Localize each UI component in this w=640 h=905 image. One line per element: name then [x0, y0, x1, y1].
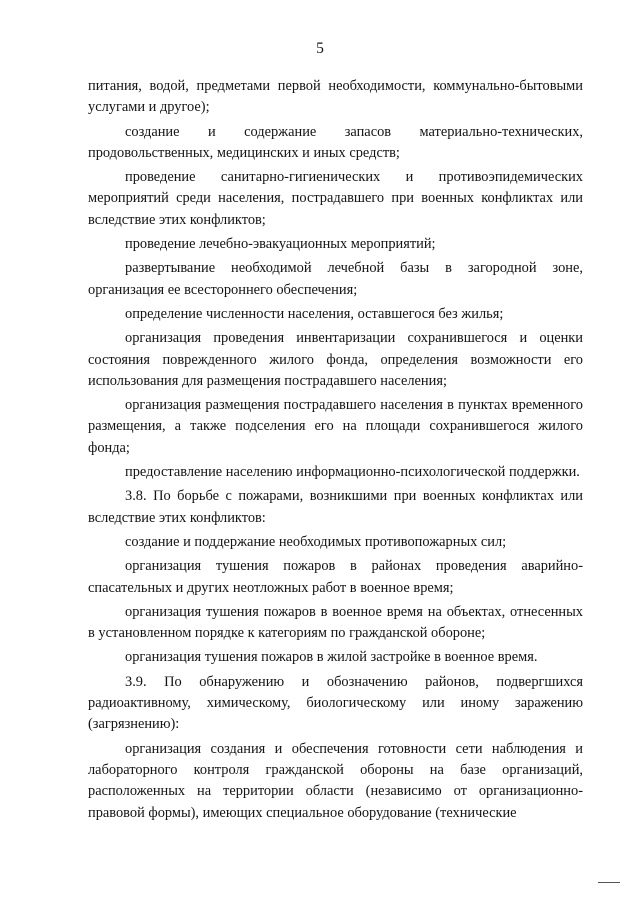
paragraph-p13: организация тушения пожаров в военное время на объектах, отнесенных в установленном порядке к категориям по гражданской обороне; [88, 603, 583, 642]
paragraph-p01: питания, водой, предметами первой необходимости, коммунально-бытовыми услугами и другое); [88, 78, 583, 116]
paragraph-p12: организация тушения пожаров в районах проведения аварийно-спасательных и других неотложных работ в военное время; [88, 558, 583, 596]
paragraph-p08: организация размещения пострадавшего населения в пунктах временного размещения, а также подселения его на площади сохранившегося жилого фонда; [88, 397, 583, 456]
paragraph-p10: 3.8. По борьбе с пожарами, возникшими при военных конфликтах или вследствие этих конфликтов: [88, 488, 583, 526]
paragraph-p15: 3.9. По обнаружению и обозначению районов, подвергшихся радиоактивному, химическому, биологическому или иному заражению (загрязнению): [88, 673, 583, 733]
paragraph-p05: развертывание необходимой лечебной базы в загородной зоне, организация ее всестороннего обеспечения; [88, 260, 583, 298]
paragraph-p07: организация проведения инвентаризации сохранившегося и оценки состояния поврежденного жилого фонда, определения возможности его использования для размещения пострадавшего населения; [88, 330, 583, 389]
paragraph-p14: организация тушения пожаров в жилой застройке в военное время. [125, 649, 538, 666]
paragraph-p16: организация создания и обеспечения готовности сети наблюдения и лабораторного контроля гражданской обороны на базе организаций, расположенных на территории области (независимо от организационно-правовой формы), имеющих специальное оборудование (технические [88, 740, 583, 821]
paragraph-p06: определение численности населения, оставшегося без жилья; [125, 305, 504, 322]
paragraph-p02: создание и содержание запасов материально-технических, продовольственных, медицинских и иных средств; [88, 123, 583, 161]
page-number: 5 [316, 40, 324, 57]
paragraph-p11: создание и поддержание необходимых противопожарных сил; [125, 533, 507, 550]
paragraph-p09: предоставление населению информационно-психологической поддержки. [125, 464, 580, 481]
document-body [88, 76, 583, 824]
page-edge-mark [598, 882, 620, 883]
paragraph-p04: проведение лечебно-эвакуационных мероприятий; [125, 236, 436, 253]
paragraph-p03: проведение санитарно-гигиенических и противоэпидемических мероприятий среди населения, пострадавшего при военных конфликтах или вследствие этих конфликтов; [88, 169, 583, 228]
